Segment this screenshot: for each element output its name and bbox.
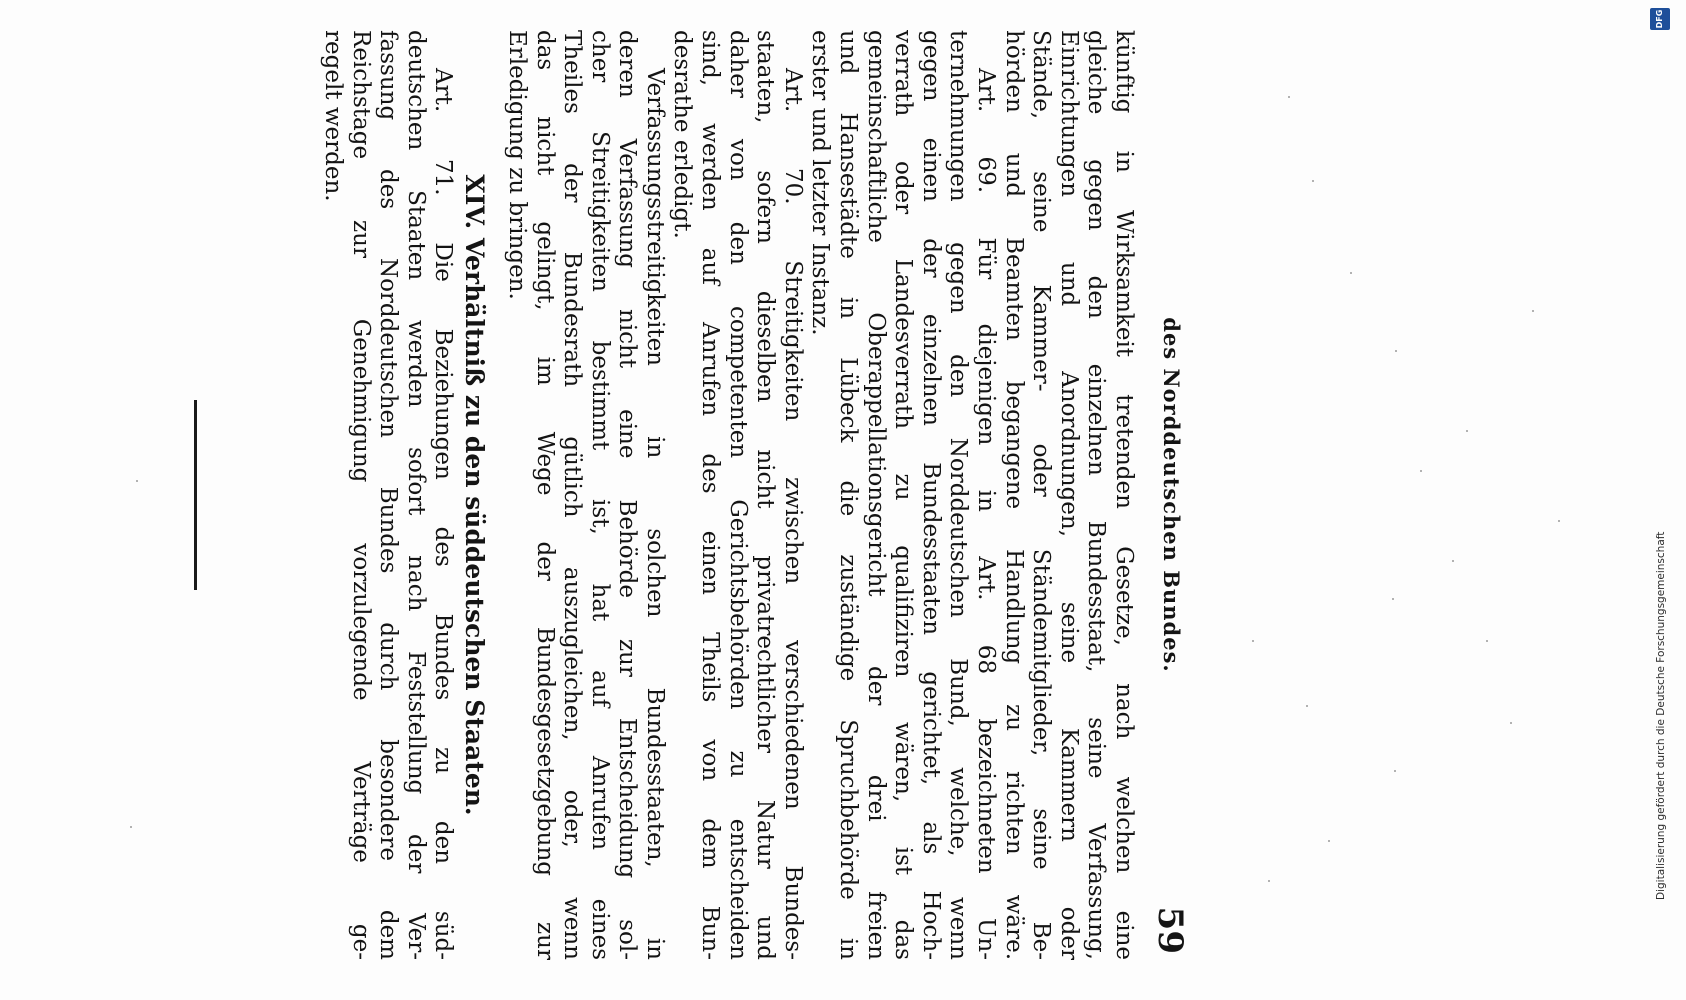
article-71-line: Art. 71. Die Beziehungen des Bundes zu den süd- <box>430 68 457 960</box>
scan-speck <box>1350 272 1352 274</box>
text-line: verrath oder Landesverrath zu qualifiziren wären, ist das <box>890 30 917 960</box>
text-line: gemeinschaftliche Oberappellationsgericht der drei freien <box>862 30 889 960</box>
closing-rule <box>194 400 197 590</box>
page-number: 59 <box>1150 906 1190 954</box>
text-line: künftig in Wirksamkeit tretenden Gesetze, nach welchen eine <box>1111 30 1137 960</box>
text-line: Stände, seine Kammer- oder Ständemitglieder, seine Be- <box>1028 30 1055 960</box>
text-line: fassung des Norddeutschen Bundes durch besondere dem <box>375 30 402 960</box>
text-line: das nicht gelingt, im Wege der Bundesgesetzgebung zur <box>531 30 558 960</box>
text-line: cher Streitigkeiten bestimmt ist, hat auf Anrufen eines <box>586 30 613 960</box>
text-line: erster und letzter Instanz. <box>807 30 834 336</box>
section-heading: XIV. Verhältniß zu den süddeutschen Staaten. <box>460 174 490 816</box>
scan-speck <box>1328 840 1330 842</box>
scan-speck <box>1532 310 1534 312</box>
scan-speck <box>1510 722 1512 724</box>
scan-speck <box>1252 640 1254 642</box>
page-body <box>318 30 1137 960</box>
text-line: und Hansestädte in Lübeck die zuständige Spruchbehörde in <box>835 30 862 960</box>
scan-speck <box>1466 430 1468 432</box>
text-line: desrathe erledigt. <box>669 30 696 239</box>
scan-speck <box>130 826 132 828</box>
running-head <box>1150 30 1190 960</box>
text-line: gegen einen der einzelnen Bundesstaaten gerichtet, als Hoch- <box>917 30 944 960</box>
digitization-note <box>1652 140 1670 900</box>
text-line: regelt werden. <box>319 30 346 202</box>
text-line: Theiles der Bundesrath gütlich auszugleichen, oder, wenn <box>559 30 586 960</box>
book-page <box>52 30 1232 960</box>
running-title: des Norddeutschen Bundes. <box>1159 317 1184 673</box>
text-line: sind, werden auf Anrufen des einen Theils von dem Bun- <box>697 30 724 960</box>
text-line: Verfassungsstreitigkeiten in solchen Bundesstaaten, in <box>641 68 668 960</box>
text-line: deren Verfassung nicht eine Behörde zur Entscheidung sol- <box>614 30 641 960</box>
text-line: gleiche gegen den einzelnen Bundesstaat, seine Verfassung, <box>1083 30 1110 960</box>
digitization-note-text: Digitalisierung gefördert durch die Deutsche Forschungsgemeinschaft <box>1655 531 1667 900</box>
scan-speck <box>1420 470 1422 472</box>
dfg-logo-text: DFG <box>1655 9 1664 29</box>
scan-speck <box>1558 520 1560 522</box>
scan-speck <box>1452 560 1454 562</box>
dfg-logo <box>1650 8 1670 30</box>
text-line: hörden und Beamten begangene Handlung zu richten wäre. <box>1000 30 1027 960</box>
scan-speck <box>136 480 138 482</box>
text-line: deutschen Staaten werden sofort nach Feststellung der Ver- <box>402 30 429 960</box>
scan-speck <box>1268 880 1270 882</box>
scan-speck <box>1306 705 1308 707</box>
article-69-line: Art. 69. Für diejenigen in Art. 68 bezeichneten Un- <box>973 68 1000 960</box>
text-line: daher von den competenten Gerichtsbehörden zu entscheiden <box>724 30 751 960</box>
text-line: Reichstage zur Genehmigung vorzulegende Verträge ge- <box>347 30 374 960</box>
scan-speck <box>1395 350 1397 352</box>
scan-speck <box>1486 640 1488 642</box>
scan-speck <box>1288 96 1290 98</box>
article-70-line: Art. 70. Streitigkeiten zwischen verschiedenen Bundes- <box>779 68 806 960</box>
text-line: Einrichtungen und Anordnungen, seine Kammern oder <box>1055 30 1082 960</box>
scan-speck <box>1392 598 1394 600</box>
text-line: staaten, sofern dieselben nicht privatrechtlicher Natur und <box>752 30 779 960</box>
text-line: Erledigung zu bringen. <box>503 30 530 300</box>
scan-speck <box>1394 770 1396 772</box>
scan-speck <box>1312 180 1314 182</box>
text-line: ternehmungen gegen den Norddeutschen Bund, welche, wenn <box>945 30 972 960</box>
